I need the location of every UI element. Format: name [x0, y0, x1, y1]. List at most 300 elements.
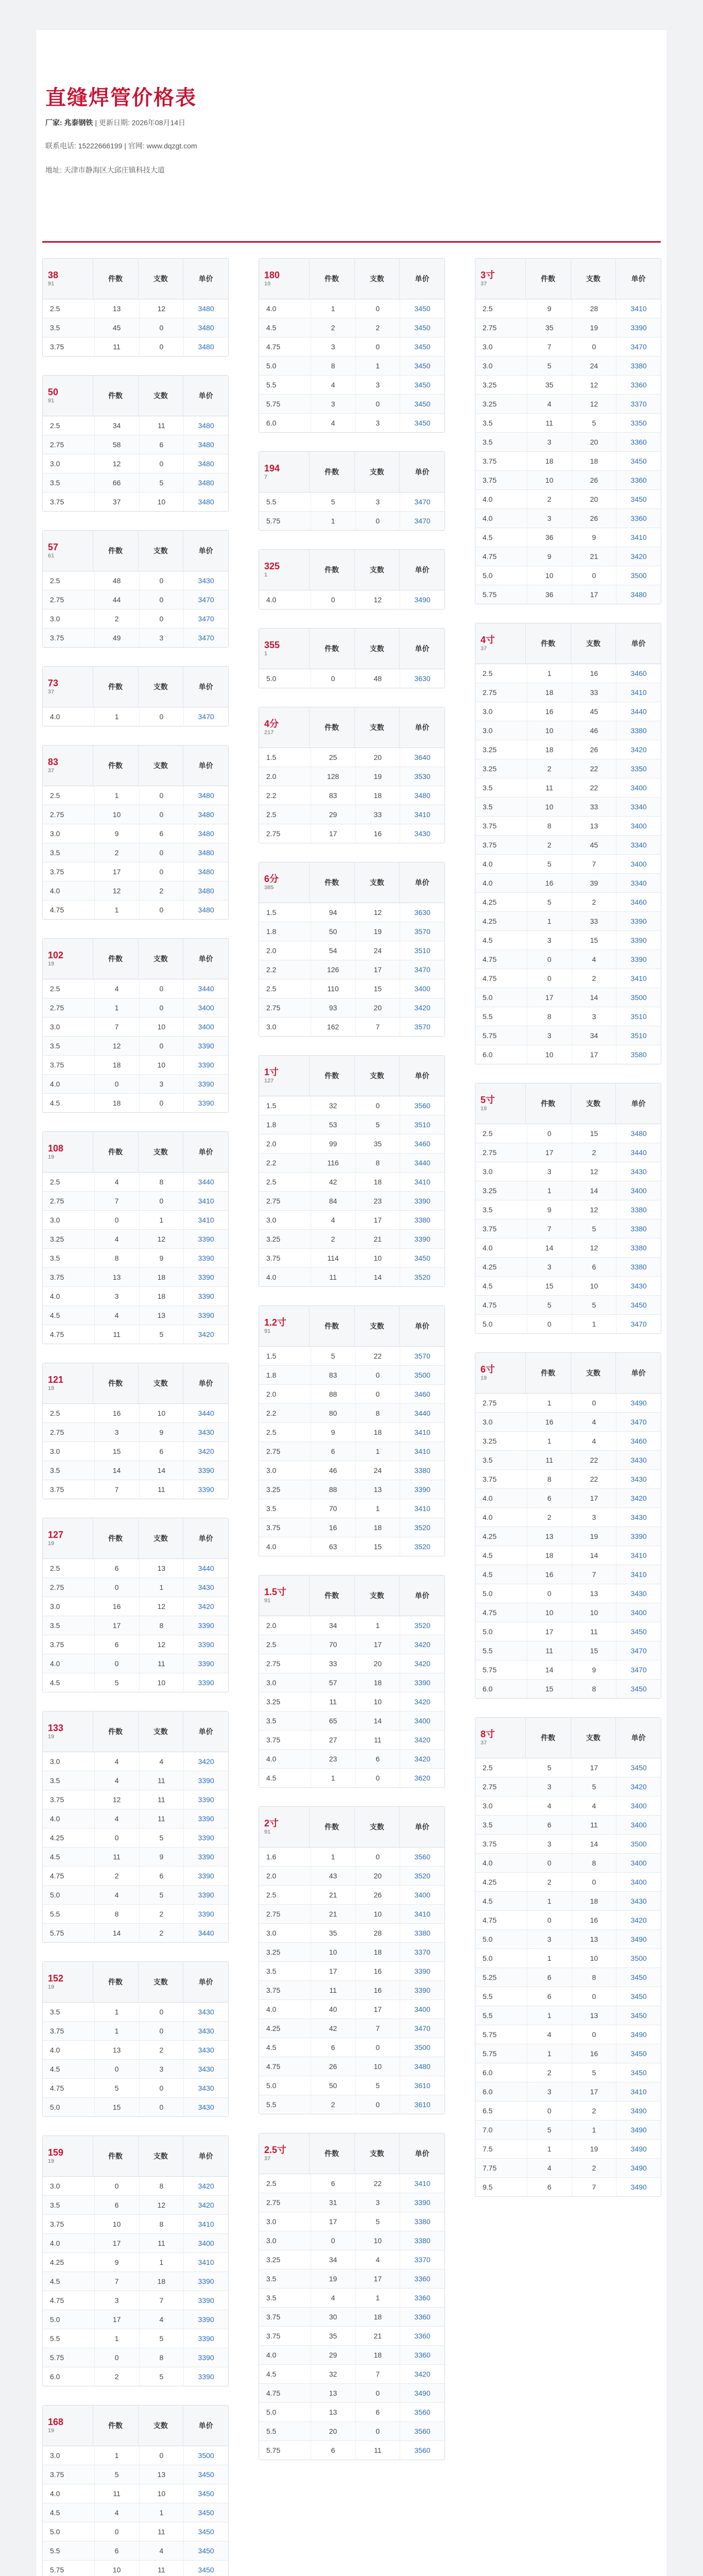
sticks-cell: 16	[572, 664, 616, 683]
price-cell: 3430	[183, 1423, 228, 1442]
price-cell: 3430	[183, 2022, 228, 2040]
sticks-cell: 0	[139, 805, 184, 824]
thickness-cell: 2.75	[266, 1447, 281, 1455]
thickness-cell: 3.75	[50, 343, 64, 351]
sticks-cell: 5	[572, 414, 616, 432]
price-cell: 3460	[616, 1432, 661, 1450]
sticks-cell: 24	[355, 941, 400, 960]
price-table	[42, 666, 229, 726]
pieces-cell: 17	[94, 2310, 139, 2329]
table-row	[43, 998, 228, 1017]
sticks-cell: 13	[139, 1559, 184, 1578]
thickness-cell: 2.5	[50, 1564, 60, 1572]
sticks-cell: 7	[572, 2178, 616, 2196]
sticks-cell: 9	[139, 1423, 184, 1442]
spec-count: 1	[264, 651, 268, 657]
address-line: 地址: 天津市静海区大邱庄镇科技大道	[45, 166, 165, 174]
thickness-cell: 6.0	[50, 2372, 60, 2381]
table-row	[43, 1325, 228, 1344]
sticks-cell: 0	[355, 1385, 400, 1403]
thickness-cell: 3.0	[483, 343, 493, 351]
table-row	[259, 1461, 444, 1480]
pieces-cell: 4	[94, 1752, 139, 1771]
pieces-header: 件数	[309, 1306, 354, 1346]
price-sheet	[36, 30, 667, 2576]
price-cell: 3420	[183, 1442, 228, 1461]
table-row	[475, 1565, 661, 1584]
sticks-cell: 21	[355, 1230, 400, 1248]
thickness-cell: 3.75	[483, 1840, 497, 1848]
sticks-cell: 7	[572, 855, 616, 873]
sticks-cell: 7	[139, 2291, 184, 2310]
thickness-cell: 3.0	[483, 1802, 493, 1810]
sticks-cell: 3	[572, 1007, 616, 1026]
spec-header	[43, 2405, 93, 2446]
pieces-cell: 16	[527, 1413, 572, 1431]
sticks-cell: 6	[139, 1867, 184, 1885]
price-cell: 3390	[183, 1249, 228, 1267]
price-cell: 3400	[616, 1816, 661, 1834]
price-cell: 3450	[400, 299, 444, 318]
table-body	[43, 707, 228, 726]
table-row	[259, 375, 444, 394]
sticks-cell: 1	[355, 1616, 400, 1635]
table-row	[475, 566, 661, 585]
table-row	[475, 528, 661, 547]
table-row	[475, 702, 661, 721]
sticks-cell: 2	[572, 969, 616, 988]
pieces-cell: 16	[94, 1404, 139, 1422]
pieces-cell: 2	[94, 609, 139, 628]
price-cell: 3450	[616, 1296, 661, 1314]
sticks-cell: 1	[139, 1211, 184, 1229]
table-row	[475, 1815, 661, 1834]
thickness-cell: 3.0	[50, 1216, 60, 1224]
price-cell: 3500	[183, 2446, 228, 2465]
price-cell: 3470	[616, 337, 661, 356]
table-row	[259, 2326, 444, 2345]
pieces-cell: 13	[311, 2403, 355, 2421]
sticks-header: 支数	[138, 1518, 183, 1558]
price-cell: 3480	[183, 454, 228, 473]
thickness-cell: 3.0	[483, 1167, 493, 1176]
pieces-cell: 13	[94, 2041, 139, 2059]
price-cell: 3390	[183, 1461, 228, 1480]
price-header: 单价	[183, 2136, 228, 2176]
pieces-header: 件数	[93, 1363, 138, 1403]
pieces-cell: 12	[94, 454, 139, 473]
table-row	[43, 900, 228, 919]
price-cell: 3450	[616, 1680, 661, 1698]
thickness-cell: 3.75	[266, 1986, 281, 1994]
sticks-cell: 12	[572, 1200, 616, 1219]
spec-label: 121	[48, 1375, 64, 1385]
spec-count: 37	[48, 768, 55, 774]
thickness-cell: 3.75	[483, 841, 497, 849]
sticks-cell: 5	[139, 1828, 184, 1847]
table-row	[43, 2003, 228, 2021]
spec-count: 37	[481, 1740, 487, 1746]
thickness-cell: 9.5	[483, 2183, 493, 2191]
table-row	[43, 1442, 228, 1461]
pieces-cell: 17	[311, 1962, 355, 1980]
thickness-cell: 5.0	[50, 2103, 60, 2111]
thickness-cell: 4.25	[266, 2024, 281, 2032]
table-header	[259, 629, 444, 669]
sticks-cell: 17	[572, 585, 616, 604]
table-row	[259, 1017, 444, 1036]
table-row	[475, 1527, 661, 1546]
sticks-cell: 22	[355, 1347, 400, 1365]
price-cell: 3390	[400, 2193, 444, 2212]
pieces-cell: 11	[311, 1981, 355, 1999]
price-cell: 3440	[616, 1143, 661, 1162]
spec-label: 50	[48, 387, 59, 397]
table-row	[475, 2101, 661, 2120]
sticks-cell: 14	[572, 1181, 616, 1200]
table-body	[259, 669, 444, 688]
pieces-cell: 5	[527, 855, 572, 873]
sticks-header: 支数	[571, 1083, 616, 1124]
pieces-cell: 49	[94, 629, 139, 647]
pieces-cell: 70	[311, 1635, 355, 1654]
price-table	[475, 1083, 661, 1334]
table-row	[475, 1314, 661, 1333]
thickness-cell: 4.5	[50, 2277, 60, 2285]
sticks-cell: 2	[355, 318, 400, 337]
pieces-cell: 7	[527, 337, 572, 356]
thickness-cell: 3.0	[50, 2451, 60, 2460]
price-header: 单价	[399, 2133, 444, 2174]
thickness-cell: 3.0	[266, 1023, 277, 1031]
spec-count: 19	[48, 1540, 55, 1547]
price-cell: 3380	[400, 1461, 444, 1480]
pieces-cell: 4	[94, 979, 139, 998]
pieces-cell: 83	[311, 786, 355, 805]
thickness-cell: 3.75	[266, 1254, 281, 1262]
table-header	[475, 259, 661, 299]
divider-pipe: |	[95, 118, 99, 127]
price-cell: 3390	[183, 2310, 228, 2329]
table-row	[475, 1124, 661, 1143]
table-row	[259, 824, 444, 843]
table-row	[43, 862, 228, 881]
pieces-cell: 17	[527, 1143, 572, 1162]
sticks-cell: 0	[139, 979, 184, 998]
table-row	[475, 337, 661, 356]
spec-count: 37	[481, 281, 487, 287]
pieces-cell: 13	[94, 1268, 139, 1286]
price-cell: 3640	[400, 748, 444, 767]
table-row	[475, 1603, 661, 1622]
pieces-cell: 0	[527, 1584, 572, 1603]
pieces-cell: 1	[527, 2006, 572, 2025]
price-cell: 3360	[616, 376, 661, 394]
sticks-cell: 2	[139, 882, 184, 900]
thickness-cell: 3.5	[483, 784, 493, 792]
pieces-cell: 17	[311, 2212, 355, 2231]
table-row	[259, 2231, 444, 2250]
thickness-cell: 4.75	[483, 552, 497, 561]
table-body	[43, 1173, 228, 1344]
sticks-cell: 20	[355, 998, 400, 1017]
price-table	[475, 623, 661, 1064]
thickness-cell: 4.25	[483, 1532, 497, 1540]
thickness-cell: 3.25	[266, 1485, 281, 1494]
sticks-cell: 7	[355, 1018, 400, 1036]
table-row	[43, 2252, 228, 2272]
thickness-cell: 1.8	[266, 1121, 277, 1129]
pieces-cell: 1	[94, 707, 139, 726]
pieces-header: 件数	[309, 1575, 354, 1616]
thickness-cell: 2.5	[483, 669, 493, 677]
thickness-cell: 4.0	[266, 1273, 277, 1281]
price-cell: 3470	[400, 512, 444, 530]
price-table	[42, 530, 229, 648]
thickness-cell: 2.75	[266, 1910, 281, 1918]
price-cell: 3410	[616, 1546, 661, 1565]
pieces-cell: 4	[94, 1809, 139, 1828]
sticks-cell: 12	[355, 903, 400, 922]
spec-header	[43, 1363, 93, 1403]
pieces-cell: 50	[311, 922, 355, 941]
table-row	[43, 2465, 228, 2484]
pieces-cell: 4	[311, 414, 355, 432]
pieces-cell: 5	[527, 2121, 572, 2139]
price-cell: 3380	[400, 2212, 444, 2231]
table-row	[259, 590, 444, 609]
table-row	[43, 2097, 228, 2116]
thickness-cell: 4.0	[483, 1494, 493, 1502]
pieces-cell: 2	[311, 1230, 355, 1248]
pieces-header: 件数	[309, 259, 354, 299]
price-cell: 3430	[616, 1584, 661, 1603]
sticks-header: 支数	[138, 1962, 183, 2002]
table-row	[475, 1872, 661, 1891]
pieces-cell: 17	[527, 1622, 572, 1641]
pieces-cell: 1	[527, 1892, 572, 1910]
pieces-cell: 17	[94, 1616, 139, 1635]
price-cell: 3400	[400, 979, 444, 998]
pieces-cell: 6	[527, 1987, 572, 2006]
thickness-cell: 4.0	[483, 1859, 493, 1867]
pieces-cell: 16	[527, 702, 572, 721]
thickness-cell: 3.75	[50, 868, 64, 876]
pieces-cell: 8	[527, 817, 572, 835]
sticks-header: 支数	[138, 376, 183, 416]
sticks-cell: 0	[355, 2038, 400, 2057]
pieces-cell: 83	[311, 1366, 355, 1384]
pieces-header: 件数	[93, 531, 138, 571]
price-cell: 3490	[616, 2102, 661, 2120]
price-cell: 3410	[616, 683, 661, 702]
sticks-cell: 3	[355, 376, 400, 394]
price-cell: 3480	[616, 1124, 661, 1143]
pieces-cell: 10	[527, 721, 572, 740]
sticks-cell: 1	[572, 1315, 616, 1333]
price-header: 单价	[183, 2405, 228, 2446]
price-header: 单价	[399, 550, 444, 590]
table-row	[475, 509, 661, 528]
price-cell: 3470	[400, 2019, 444, 2038]
sticks-cell: 4	[139, 2310, 184, 2329]
thickness-cell: 2.0	[266, 946, 277, 955]
table-row	[43, 2310, 228, 2329]
pieces-cell: 13	[527, 1527, 572, 1546]
sticks-cell: 1	[139, 1578, 184, 1597]
pieces-header: 件数	[93, 2405, 138, 2446]
pieces-cell: 7	[94, 1018, 139, 1036]
spec-header	[259, 2133, 309, 2174]
price-header: 单价	[183, 259, 228, 299]
price-cell: 3370	[400, 2250, 444, 2269]
table-row	[259, 2019, 444, 2038]
table-body	[43, 1752, 228, 1942]
pieces-cell: 110	[311, 979, 355, 998]
table-row	[43, 571, 228, 590]
thickness-cell: 1.5	[266, 1352, 277, 1360]
price-header: 单价	[183, 745, 228, 786]
price-table	[259, 1055, 445, 1287]
pieces-header: 件数	[309, 862, 354, 903]
price-table	[42, 2136, 229, 2386]
thickness-cell: 2.0	[266, 1140, 277, 1148]
pieces-cell: 14	[94, 1461, 139, 1480]
pieces-cell: 5	[311, 493, 355, 511]
thickness-cell: 3.5	[50, 849, 60, 857]
pieces-cell: 4	[94, 1886, 139, 1904]
price-cell: 3410	[400, 1442, 444, 1461]
sticks-cell: 17	[572, 1045, 616, 1064]
sticks-cell: 4	[139, 2541, 184, 2560]
sticks-cell: 15	[572, 931, 616, 950]
thickness-cell: 5.5	[266, 2100, 277, 2109]
table-row	[475, 1143, 661, 1162]
price-cell: 3470	[183, 707, 228, 726]
price-cell: 3340	[616, 836, 661, 854]
table-header	[475, 623, 661, 664]
spec-label: 8寸	[481, 1729, 495, 1739]
thickness-cell: 4.0	[483, 1513, 493, 1521]
thickness-cell: 4.0	[266, 1755, 277, 1763]
sticks-header: 支数	[354, 1056, 400, 1096]
table-row	[43, 1267, 228, 1286]
price-cell: 3450	[400, 376, 444, 394]
pieces-cell: 34	[311, 2250, 355, 2269]
table-body	[259, 903, 444, 1036]
sticks-cell: 22	[572, 778, 616, 797]
table-row	[475, 1007, 661, 1026]
sticks-cell: 5	[355, 2076, 400, 2095]
pieces-cell: 5	[94, 1673, 139, 1692]
price-cell: 3430	[616, 1277, 661, 1295]
sticks-cell: 8	[139, 2215, 184, 2233]
thickness-cell: 5.75	[50, 2566, 64, 2574]
pieces-cell: 23	[311, 1750, 355, 1768]
pieces-cell: 6	[94, 1635, 139, 1654]
thickness-cell: 2.5	[266, 2179, 277, 2188]
price-cell: 3430	[183, 1578, 228, 1597]
thickness-cell: 3.5	[483, 1821, 493, 1829]
table-row	[259, 1229, 444, 1248]
thickness-cell: 4.0	[50, 2046, 60, 2054]
table-row	[259, 2402, 444, 2421]
pieces-cell: 162	[311, 1018, 355, 1036]
spec-label: 127	[48, 1530, 64, 1540]
spec-header	[43, 667, 93, 707]
thickness-cell: 2.75	[50, 1583, 64, 1591]
price-table	[42, 375, 229, 512]
pieces-cell: 6	[94, 2541, 139, 2560]
pieces-cell: 29	[311, 805, 355, 824]
sticks-cell: 8	[355, 1404, 400, 1422]
thickness-cell: 2.5	[50, 577, 60, 585]
price-cell: 3620	[400, 1769, 444, 1787]
pieces-cell: 11	[527, 778, 572, 797]
table-header	[43, 376, 228, 416]
thickness-cell: 5.75	[483, 2030, 497, 2039]
thickness-cell: 2.75	[483, 1399, 497, 1407]
price-cell: 3440	[400, 1154, 444, 1172]
table-row	[475, 1622, 661, 1641]
pieces-cell: 48	[94, 571, 139, 590]
table-row	[43, 2329, 228, 2348]
sticks-cell: 13	[139, 1306, 184, 1325]
price-cell: 3610	[400, 2095, 444, 2114]
table-row	[475, 1394, 661, 1412]
table-row	[475, 451, 661, 470]
price-cell: 3450	[400, 1249, 444, 1267]
sticks-cell: 3	[139, 2060, 184, 2078]
price-cell: 3400	[183, 998, 228, 1017]
pieces-cell: 3	[527, 931, 572, 950]
table-row	[259, 1848, 444, 1866]
sticks-cell: 12	[572, 1239, 616, 1257]
sticks-cell: 12	[139, 299, 184, 318]
sticks-cell: 17	[355, 2000, 400, 2019]
sticks-cell: 20	[572, 490, 616, 509]
table-body	[259, 590, 444, 609]
pieces-cell: 0	[527, 1911, 572, 1929]
price-cell: 3390	[183, 1056, 228, 1074]
thickness-cell: 5.5	[266, 498, 277, 506]
pieces-cell: 11	[527, 1641, 572, 1660]
sticks-header: 支数	[354, 452, 400, 492]
table-row	[259, 1191, 444, 1210]
sticks-cell: 17	[572, 1489, 616, 1507]
table-row	[43, 473, 228, 492]
price-cell: 3390	[183, 1268, 228, 1286]
pieces-cell: 5	[94, 2079, 139, 2097]
thickness-cell: 5.75	[266, 517, 281, 525]
sticks-cell: 22	[572, 1451, 616, 1469]
pieces-cell: 2	[94, 843, 139, 862]
sticks-cell: 33	[572, 912, 616, 930]
price-header: 单价	[615, 259, 661, 299]
sticks-header: 支数	[354, 707, 400, 748]
thickness-cell: 4.0	[266, 2005, 277, 2013]
price-cell: 3400	[616, 817, 661, 835]
pieces-cell: 8	[94, 1249, 139, 1267]
price-cell: 3430	[183, 2003, 228, 2021]
table-row	[259, 394, 444, 413]
table-header	[475, 1718, 661, 1758]
table-row	[259, 2057, 444, 2076]
price-table	[42, 1961, 229, 2117]
pieces-header: 件数	[309, 1056, 354, 1096]
price-cell: 3480	[183, 805, 228, 824]
thickness-cell: 3.5	[50, 1466, 60, 1475]
